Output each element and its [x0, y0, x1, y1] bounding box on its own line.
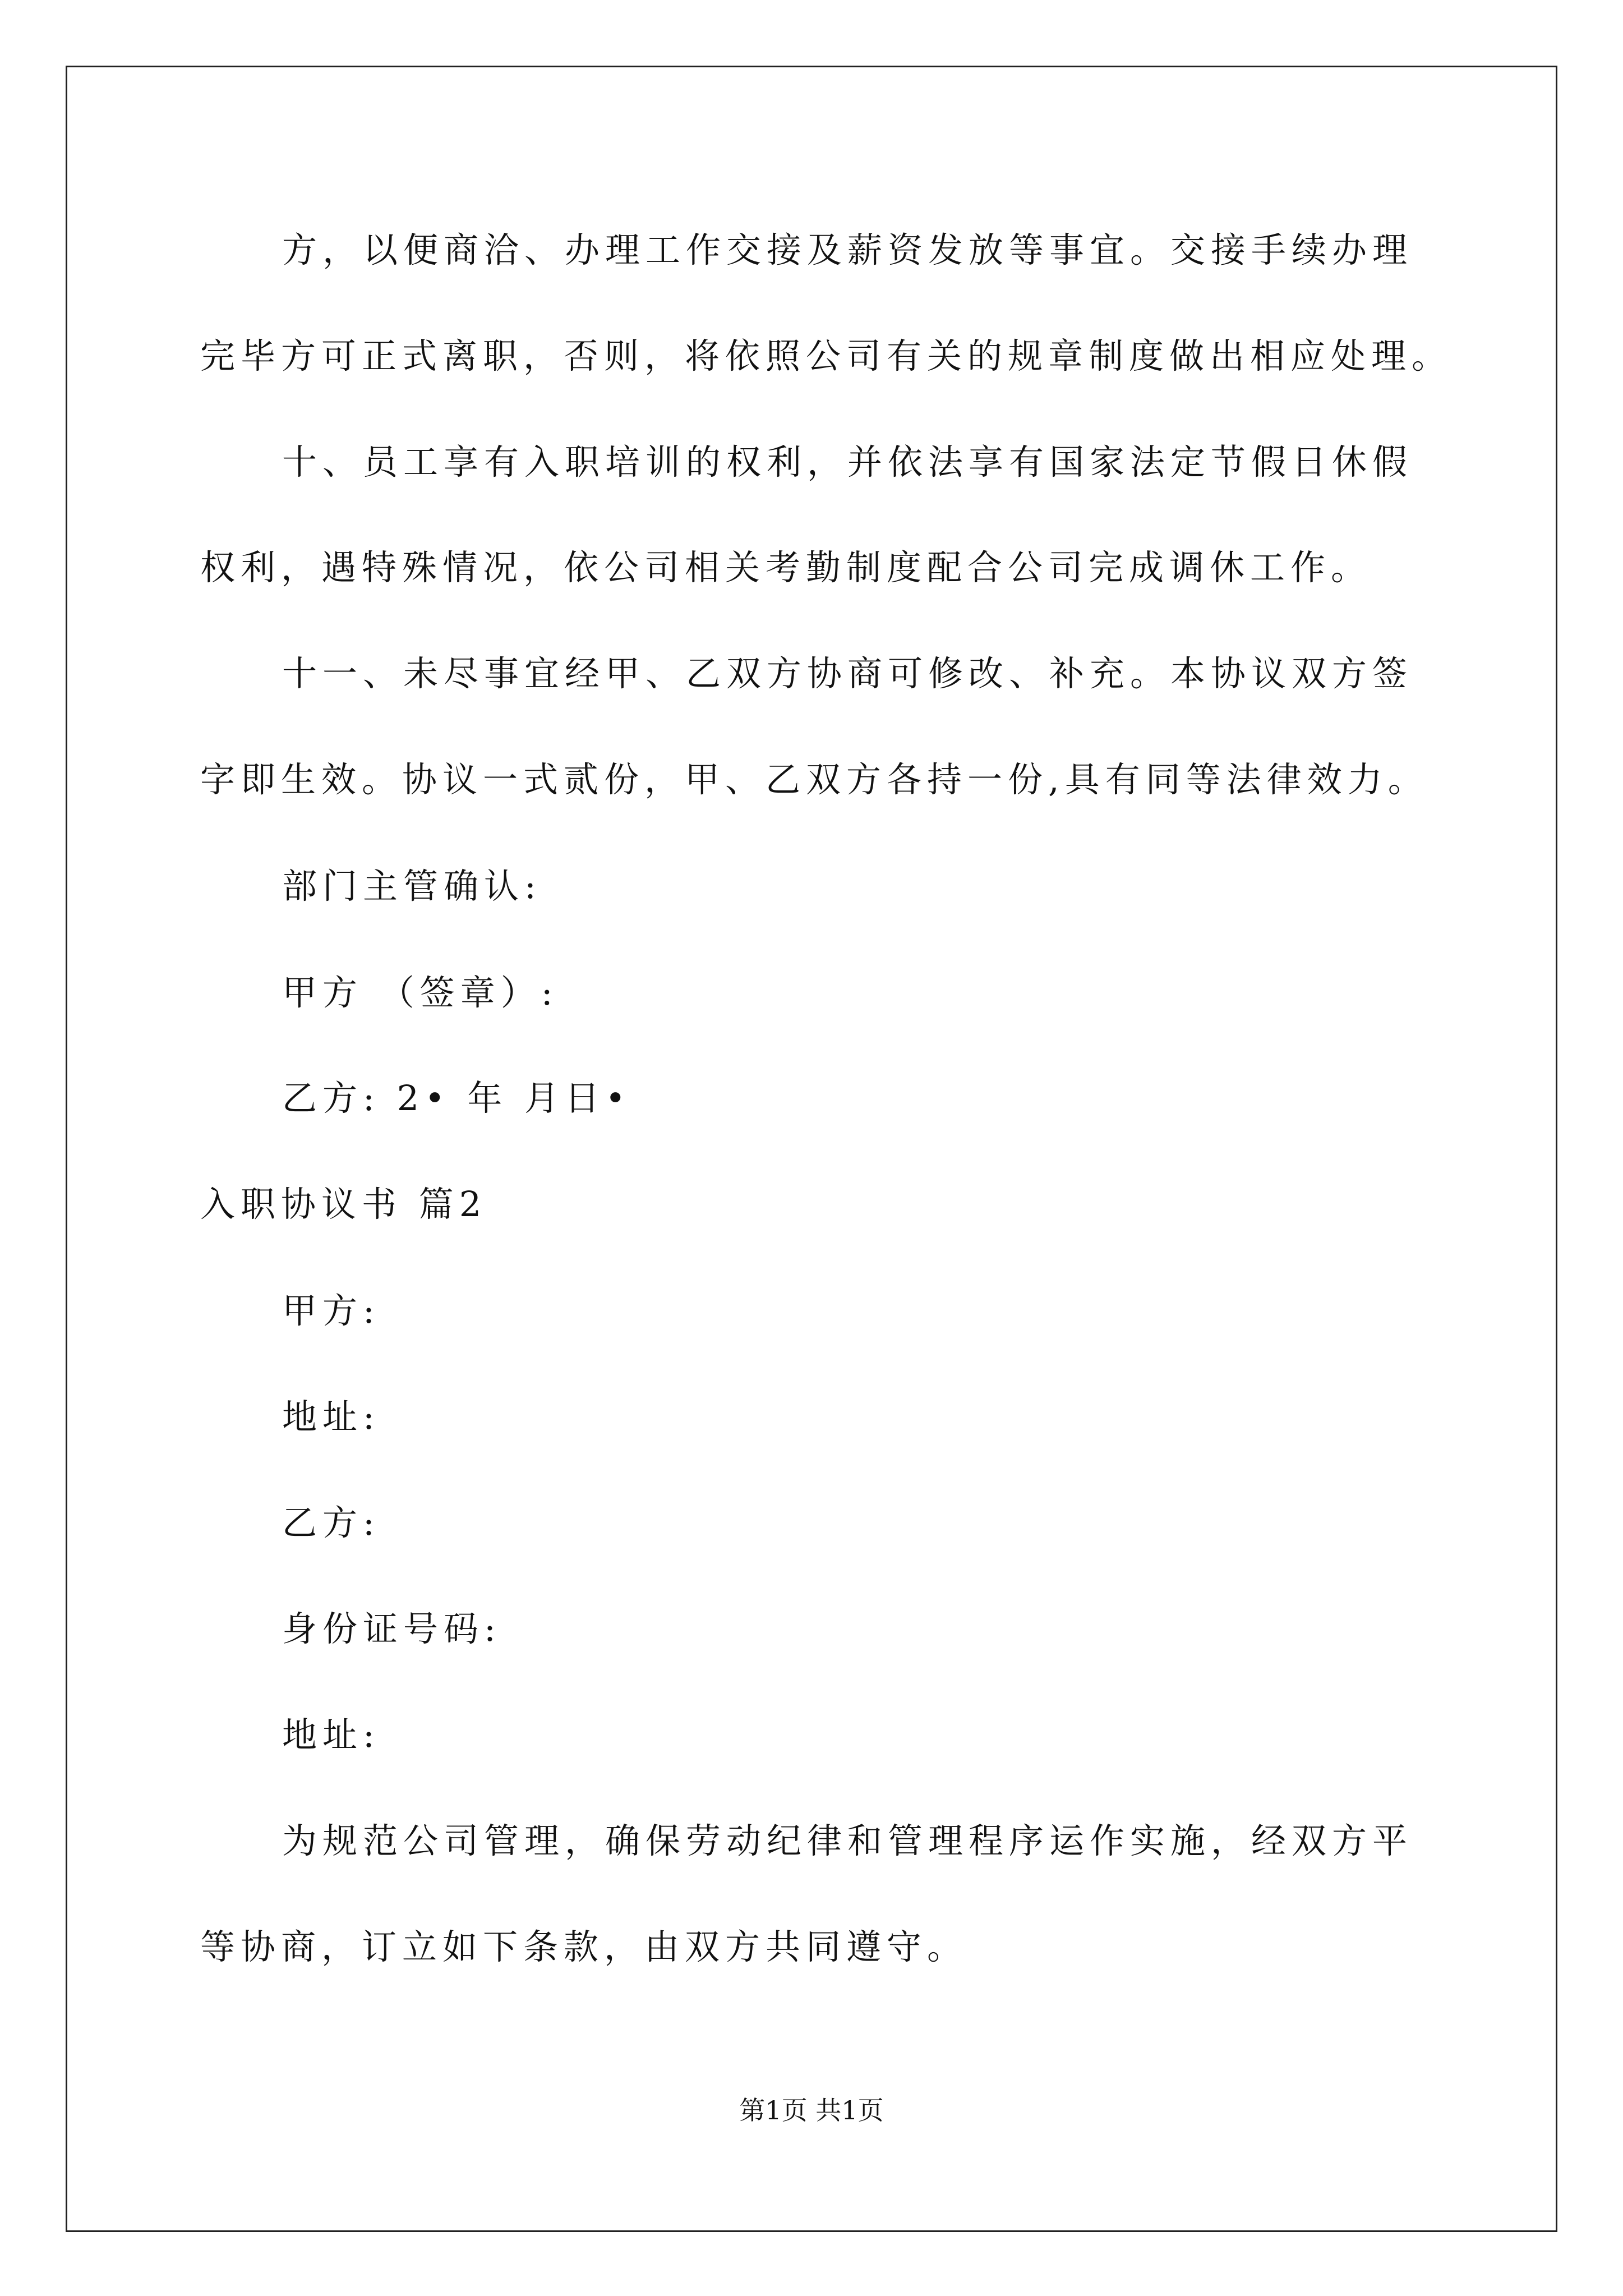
paragraph-line: 方，以便商洽、办理工作交接及薪资发放等事宜。交接手续办理 — [282, 229, 1413, 270]
page-border — [66, 66, 1557, 2232]
dept-manager-confirm-label: 部门主管确认: — [282, 866, 542, 907]
paragraph-line: 十、员工享有入职培训的权利，并依法享有国家法定节假日休假 — [282, 441, 1413, 482]
paragraph-line: 权利，遇特殊情况，依公司相关考勤制度配合公司完成调休工作。 — [200, 547, 1372, 588]
party-b-date-line: 乙方: 2• 年 月日• — [282, 1078, 631, 1119]
paragraph-line: 等协商，订立如下条款，由双方共同遵守。 — [200, 1926, 968, 1967]
section-heading: 入职协议书 篇2 — [200, 1184, 487, 1225]
party-a-signature-label: 甲方 （签章）: — [282, 972, 559, 1013]
party-a-label: 甲方: — [282, 1290, 380, 1331]
paragraph-line: 字即生效。协议一式贰份，甲、乙双方各持一份,具有同等法律效力。 — [200, 759, 1428, 800]
paragraph-line: 为规范公司管理，确保劳动纪律和管理程序运作实施，经双方平 — [282, 1820, 1413, 1861]
address-label: 地址: — [282, 1396, 380, 1437]
id-number-label: 身份证号码: — [282, 1608, 501, 1649]
page-footer: 第1页 共1页 — [739, 2095, 884, 2125]
paragraph-line: 十一、未尽事宜经甲、乙双方协商可修改、补充。本协议双方签 — [282, 653, 1413, 694]
party-b-label: 乙方: — [282, 1502, 380, 1543]
paragraph-line: 完毕方可正式离职，否则，将依照公司有关的规章制度做出相应处理。 — [200, 335, 1453, 376]
address-label: 地址: — [282, 1714, 380, 1755]
